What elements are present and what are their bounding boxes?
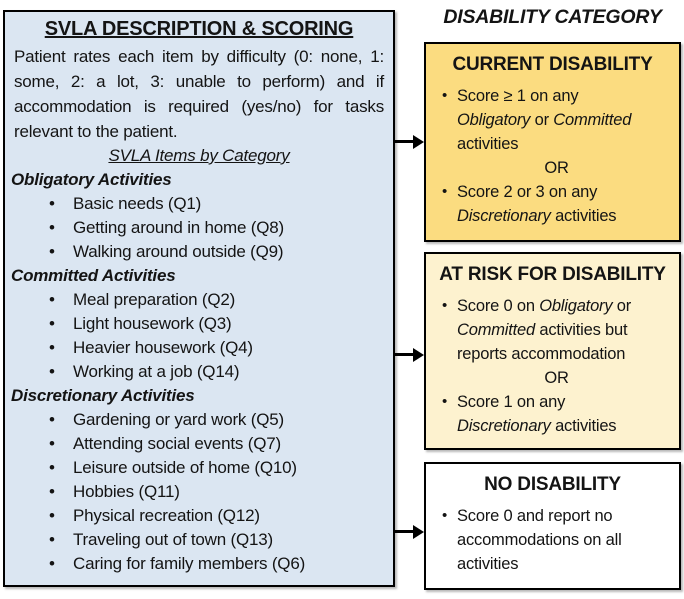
criteria-text: activities: [550, 207, 617, 225]
criteria-text: activities: [550, 417, 617, 435]
criteria-text: or: [612, 297, 632, 315]
list-item: [5, 216, 393, 240]
at-risk-heading: AT RISK FOR DISABILITY: [439, 264, 666, 285]
current-disability-heading: CURRENT DISABILITY: [452, 54, 653, 75]
list-item-label: Meal preparation (Q2): [73, 290, 236, 309]
bullet-item: [440, 294, 673, 366]
disability-category-title: DISABILITY CATEGORY: [443, 6, 662, 28]
no-disability-heading: NO DISABILITY: [484, 474, 621, 495]
bullet-item: [440, 180, 673, 228]
criteria-text: or: [530, 111, 554, 129]
list-item-label: Working at a job (Q14): [73, 362, 240, 381]
at-risk-disability-box: [424, 252, 681, 450]
category-heading-committed: Committed Activities: [11, 266, 176, 285]
criteria-text: Score 0 and report no: [457, 507, 613, 525]
list-item-label: Hobbies (Q11): [73, 482, 180, 501]
list-item-label: Light housework (Q3): [73, 314, 232, 333]
list-item-label: Gardening or yard work (Q5): [73, 410, 284, 429]
criteria-text: activities: [457, 135, 519, 153]
left-panel-title: SVLA DESCRIPTION & SCORING: [44, 18, 354, 40]
list-item-label: Heavier housework (Q4): [73, 338, 253, 357]
scoring-description: Patient rates each item by difficulty (0: none, 1: some, 2: a lot, 3: unable to perform) and if accommodation is required (yes/no) for tasks relevant to the patient.: [14, 47, 384, 141]
criteria-text: activities: [457, 555, 519, 573]
list-item: [5, 192, 393, 216]
list-item: [5, 432, 393, 456]
category-heading-discretionary: Discretionary Activities: [11, 386, 195, 405]
list-item-label: Basic needs (Q1): [73, 194, 202, 213]
criteria-text: reports accommodation: [457, 345, 626, 363]
list-item: [5, 528, 393, 552]
or-connector: OR: [544, 159, 569, 177]
list-item: [5, 360, 393, 384]
list-item: [5, 336, 393, 360]
current-disability-criteria: [426, 84, 679, 228]
items-by-category-heading: SVLA Items by Category: [108, 146, 290, 165]
list-item: [5, 504, 393, 528]
list-item: [5, 456, 393, 480]
bullet-item: [440, 390, 673, 438]
arrow-to-current-disability: [393, 140, 413, 143]
list-item: [5, 480, 393, 504]
list-item: [5, 240, 393, 264]
list-item-label: Physical recreation (Q12): [73, 506, 260, 525]
list-item-label: Leisure outside of home (Q10): [73, 458, 297, 477]
criteria-text: Score 2 or 3 on any: [457, 183, 598, 201]
current-disability-box: [424, 42, 681, 242]
at-risk-criteria: [426, 294, 679, 438]
criteria-text: Score 1 on any: [457, 393, 566, 411]
bullet-item: [440, 84, 673, 156]
arrow-to-at-risk: [393, 353, 413, 356]
arrow-to-no-disability: [393, 530, 413, 533]
list-item: [5, 288, 393, 312]
criteria-text: accommodations on all: [457, 531, 622, 549]
category-heading-obligatory: Obligatory Activities: [11, 170, 172, 189]
criteria-text: Obligatory: [457, 111, 531, 129]
list-item: [5, 312, 393, 336]
or-connector: OR: [544, 369, 569, 387]
criteria-text: activities but: [534, 321, 628, 339]
list-item-label: Attending social events (Q7): [73, 434, 281, 453]
no-disability-box: [424, 462, 681, 590]
criteria-text: Obligatory: [539, 297, 613, 315]
no-disability-criteria: [426, 504, 679, 576]
criteria-text: Score ≥ 1 on any: [457, 87, 579, 105]
list-item-label: Getting around in home (Q8): [73, 218, 284, 237]
criteria-text: Committed: [553, 111, 632, 129]
svla-description-panel: [3, 10, 395, 587]
criteria-text: Committed: [457, 321, 535, 339]
list-item: [5, 552, 393, 576]
criteria-text: Discretionary: [457, 417, 551, 435]
bullet-item: [440, 504, 673, 576]
list-item-label: Walking around outside (Q9): [73, 242, 284, 261]
criteria-text: Score 0 on: [457, 297, 540, 315]
criteria-text: Discretionary: [457, 207, 551, 225]
list-item-label: Caring for family members (Q6): [73, 554, 306, 573]
list-item-label: Traveling out of town (Q13): [73, 530, 273, 549]
list-item: [5, 408, 393, 432]
